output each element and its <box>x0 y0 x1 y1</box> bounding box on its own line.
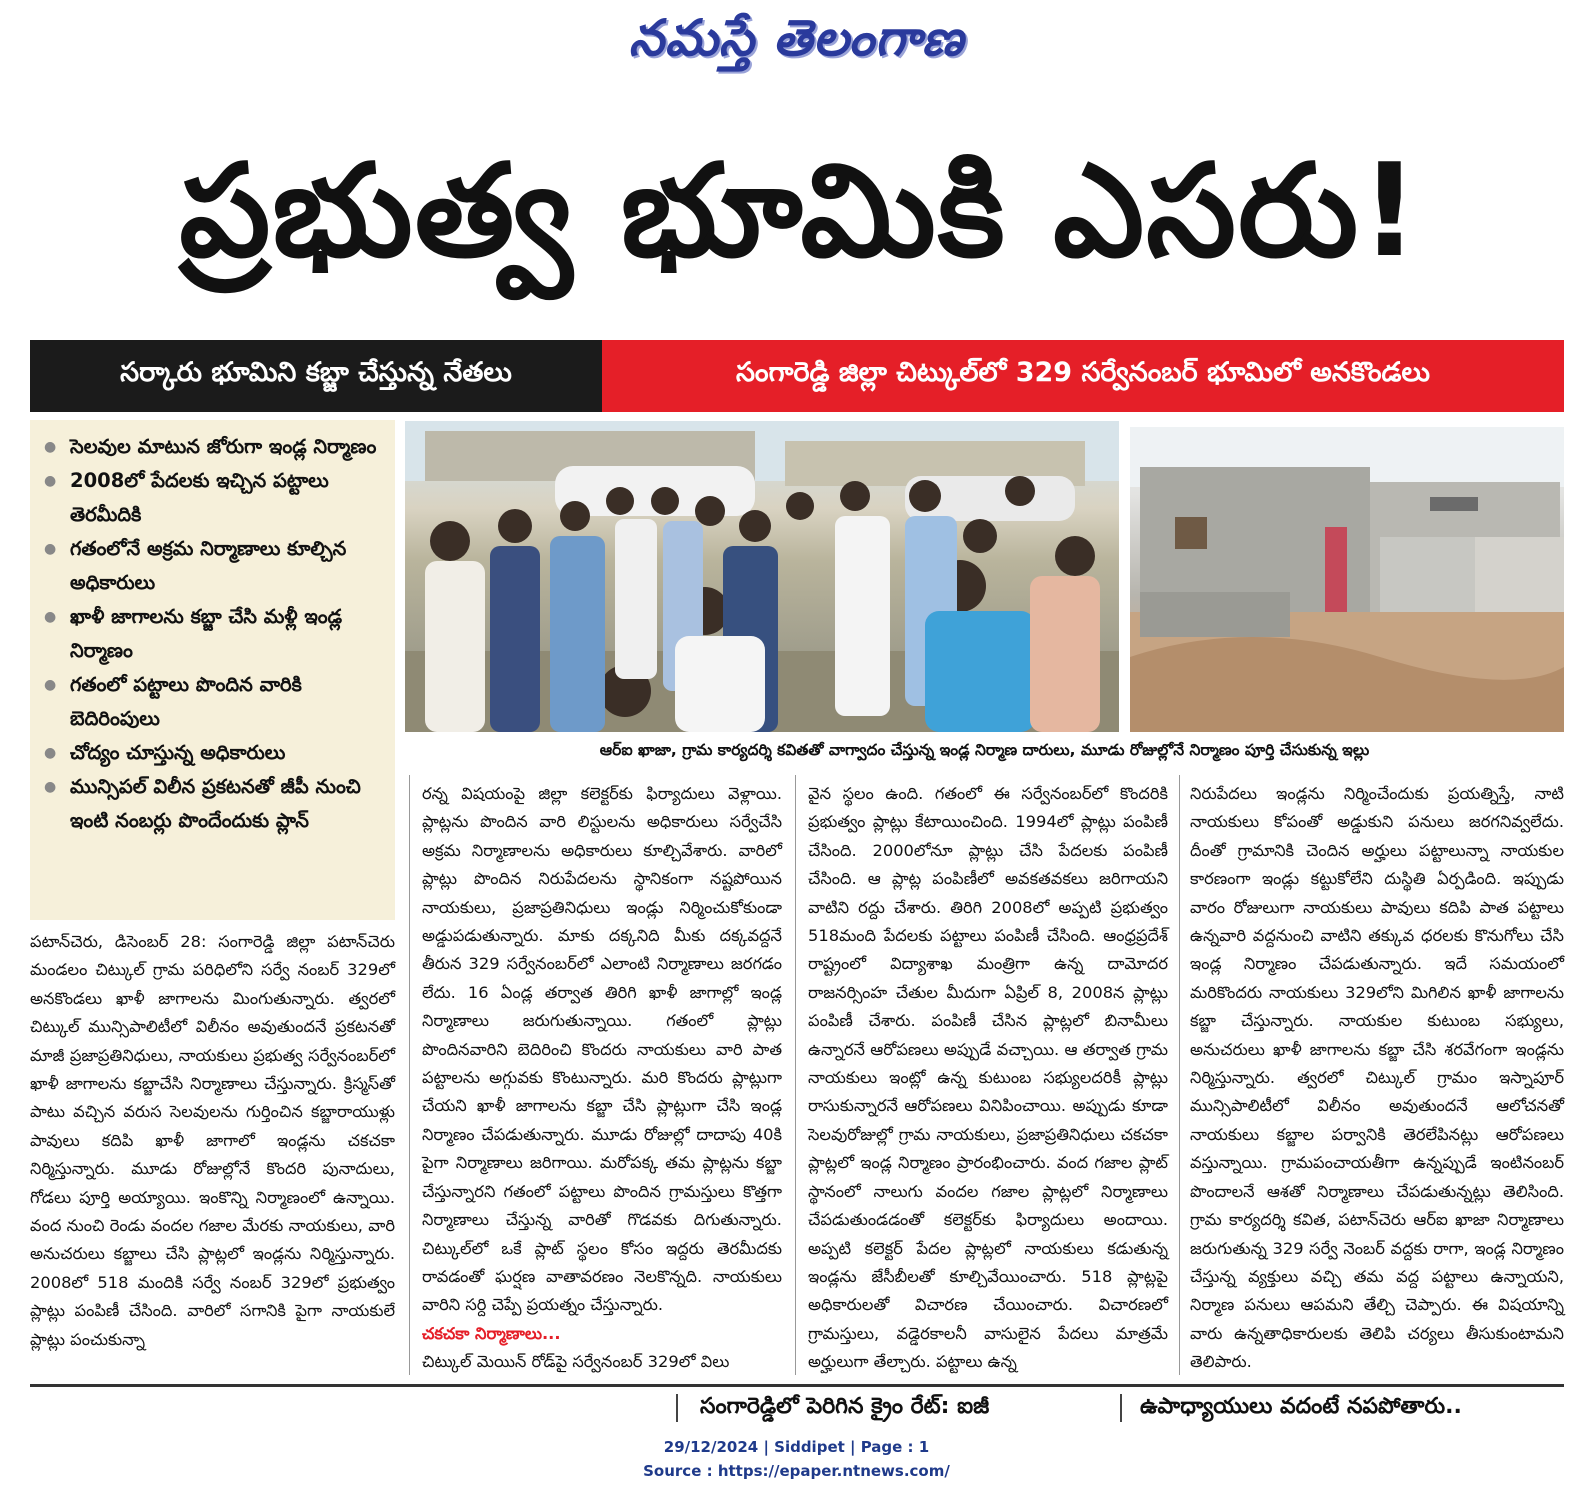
page-footer <box>0 1435 1593 1483</box>
footer-date-edition: 29/12/2024 | Siddipet | Page : 1 <box>663 1438 930 1456</box>
column-divider <box>1179 775 1180 1375</box>
bottom-rule <box>30 1384 1564 1387</box>
article-subhead: చకచకా నిర్మాణాలు... <box>422 1323 561 1343</box>
photo-crowd-illustration <box>405 421 1119 732</box>
highlights-box <box>30 420 395 920</box>
photo-caption: ఆర్ఐ ఖాజా, గ్రామ కార్యదర్శి కవితతో వాగ్వాదం చేస్తున్న ఇండ్ల నిర్మాణ దారులు, మూడు రోజుల్లోనే నిర్మాణం పూర్తి చేసుకున్న ఇల్లు <box>599 741 1370 759</box>
article-column-2-text: రన్న విషయంపై జిల్లా కలెక్టర్‌కు ఫిర్యాదులు వెళ్లాయి. ప్లాట్లను పొందిన వారి లిస్టులను అధికారులు సర్వేచేసి అక్రమ నిర్మాణాలను అధికారులు కూల్చివేశారు. వారిలో ప్లాట్లు పొందిన నిరుపేదలను స్థానికంగా నష్టపోయిన నాయకులు, ప్రజాప్రతినిధులు ఇండ్లు నిర్మించుకోకుండా అడ్డుపడుతున్నారు. మాకు దక్కనిది మీకు దక్కవద్దనే తీరున 329 సర్వేనంబర్‌లో ఎలాంటి నిర్మాణాలు జరగడం లేదు. 16 ఏండ్ల తర్వాత తిరిగి ఖాళీ జాగాల్లో ఇండ్ల నిర్మాణాలు జరుగుతున్నాయి. గతంలో ప్లాట్లు పొందినవారిని బెదిరించి కొందరు నాయకులు వారి పాత పట్టాలను అగ్గువకు కొంటున్నారు. మరి కొందరు ప్లాట్లుగా చేయని ఖాళీ జాగాలను కబ్జా చేసి ప్లాట్లుగా చేసి ఇండ్ల నిర్మాణం చేపడుతున్నారు. మూడు రోజుల్లో దాదాపు 40కి పైగా నిర్మాణాలు జరిగాయి. మరోపక్క తమ ప్లాట్లను కబ్జా చేస్తున్నారని గతంలో పట్టాలు పొందిన గ్రామస్తులు కొత్తగా నిర్మాణాలు చేస్తున్న వారితో గొడవకు దిగుతున్నారు. చిట్కుల్‌లో ఒకే ప్లాట్ స్థలం కోసం ఇద్దరు తెరమీదకు రావడంతో ఘర్షణ వాతావరణం నెలకొన్నది. నాయకులు వారిని సర్ది చెప్పే ప్రయత్నం చేస్తున్నారు. <box>422 784 782 1315</box>
highlight-item: ● మున్సిపల్ విలీన ప్రకటనతో జీపీ నుంచి ఇంటి నంబర్లు పొందేందుకు ప్లాన్ <box>38 770 387 838</box>
article-column-3: వైన స్థలం ఉంది. గతంలో ఈ సర్వేనంబర్‌లో కొందరికి ప్రభుత్వం ప్లాట్లు కేటాయించింది. 1994లో ప్లాట్లు పంపిణీ చేసింది. 2000లోనూ ప్లాట్లు చేసి పేదలకు పంపిణీ చేసింది. ఆ ప్లాట్ల పంపిణీలో అవకతవకలు జరిగాయని వాటిని రద్దు చేశారు. తిరిగి 2008లో అప్పటి ప్రభుత్వం 518మంది పేదలకు పట్టాలు పంపిణీ చేసింది. ఆంధ్రప్రదేశ్ రాష్ట్రంలో విద్యాశాఖ మంత్రిగా ఉన్న దామోదర రాజనర్సింహ చేతుల మీదుగా ఏప్రిల్ 8, 2008న ప్లాట్లు పంపిణీ చేశారు. పంపిణీ చేసిన ప్లాట్లలో బినామీలు ఉన్నారనే ఆరోపణలు అప్పుడే వచ్చాయి. ఆ తర్వాత గ్రామ నాయకులు ఇంట్లో ఉన్న కుటుంబ సభ్యులదరికీ ప్లాట్లు రాసుకున్నారనే ఆరోపణలు వినిపించాయి. అప్పుడు కూడా సెలవురోజుల్లో గ్రామ నాయకులు, ప్రజాప్రతినిధులు చకచకా ప్లాట్లలో ఇండ్ల నిర్మాణం ప్రారంభించారు. వంద గజాల ప్లాట్ స్థానంలో నాలుగు వందల గజాల ప్లాట్లలో నిర్మాణాలు చేపడుతుండడంతో కలెక్టర్‌కు ఫిర్యాదులు అందాయి. అప్పటి కలెక్టర్ పేదల ప్లాట్లలో నాయకులు కడుతున్న ఇండ్లను జేసీబీలతో కూల్చివేయించారు. 518 ప్లాట్లపై అధికారులతో విచారణ చేయించారు. విచారణలో గ్రామస్తులు, వడ్డెరకాలనీ వాసులైన పేదలు మాత్రమే అర్హులుగా తేల్చారు. పట్టాలు ఉన్న <box>808 784 1168 1372</box>
article-column-1: పటాన్‌చెరు, డిసెంబర్ 28: సంగారెడ్డి జిల్లా పటాన్‌చెరు మండలం చిట్కుల్ గ్రామ పరిధిలోని సర్వే నంబర్ 329లో అనకొండలు ఖాళీ జాగాలను మింగుతున్నారు. త్వరలో చిట్కుల్ మున్సిపాలిటీలో విలీనం అవుతుందనే ప్రకటనతో మాజీ ప్రజాప్రతినిధులు, నాయకులు ప్రభుత్వ సర్వేనంబర్‌లో ఖాళీ జాగాలను కబ్జాచేసి నిర్మాణాలు చేస్తున్నారు. క్రిస్మస్‌తో పాటు వచ్చిన వరుస సెలవులను గుర్తించిన కబ్జారాయుళ్లు పావులు కదిపి ఖాళీ జాగాలో ఇండ్లను చకచకా నిర్మిస్తున్నారు. మూడు రోజుల్లోనే కొందరి పునాదులు, గోడలు పూర్తి అయ్యాయి. ఇంకొన్ని నిర్మాణంలో ఉన్నాయి. వంద నుంచి రెండు వందల గజాల మేరకు నాయకులు, వారి అనుచరులు కబ్జాలు చేసి ప్లాట్లలో ఇండ్లను నిర్మిస్తున్నారు. 2008లో 518 మందికి సర్వే నంబర్ 329లో ప్రభుత్వం ప్లాట్లు పంపిణీ చేసింది. వారిలో సగానికి పైగా నాయకులే ప్లాట్లు పంచుకున్నా <box>30 932 395 1349</box>
teaser-strip <box>30 1394 1564 1422</box>
masthead-logo <box>0 8 1593 80</box>
subheadline-right: సంగారెడ్డి జిల్లా చిట్కుల్‌లో 329 సర్వేనంబర్ భూమిలో అనకొండలు <box>602 340 1564 412</box>
highlight-item: ● గతంలో పట్టాలు పొందిన వారికి బెదిరింపులు <box>38 668 387 736</box>
column-divider <box>795 775 796 1375</box>
subheadline-left: సర్కారు భూమిని కబ్జా చేస్తున్న నేతలు <box>30 340 602 412</box>
teaser-right: ఉపాధ్యాయులు వదంటే నపపోతారు.. <box>1140 1394 1462 1419</box>
teaser-middle: సంగారెడ్డిలో పెరిగిన క్రైం రేట్: ఐజీ <box>700 1394 990 1419</box>
headline-text: ప్రభుత్వ భూమికి ఎసరు! <box>179 137 1421 286</box>
highlight-item: ● సెలవుల మాటున జోరుగా ఇండ్ల నిర్మాణం <box>38 430 387 464</box>
highlight-item: ● ఖాళీ జాగాలను కబ్జా చేసి మళ్లీ ఇండ్ల నిర్మాణం <box>38 600 387 668</box>
column-divider <box>409 775 410 1375</box>
photo-house-illustration <box>1130 427 1564 732</box>
highlight-item: ● గతంలోనే అక్రమ నిర్మాణాలు కూల్చిన అధికారులు <box>38 532 387 600</box>
article-column-2 <box>422 780 782 1377</box>
photo-new-house <box>1130 427 1564 732</box>
masthead-name: నమస్తే తెలంగాణ <box>628 8 965 67</box>
page-headline <box>20 112 1580 322</box>
highlight-item: ● 2008లో పేదలకు ఇచ్చిన పట్టాలు తెరమీదికి <box>38 464 387 532</box>
footer-source[interactable]: Source : https://epaper.ntnews.com/ <box>643 1462 950 1480</box>
teaser-divider <box>1120 1394 1122 1422</box>
teaser-divider <box>676 1394 678 1422</box>
photo-crowd-argument <box>405 421 1119 732</box>
article-column-2-tail: చిట్కుల్ మెయిన్ రోడ్‌పై సర్వేనంబర్ 329లో విలు <box>422 1352 730 1372</box>
highlight-item: ● చోద్యం చూస్తున్న అధికారులు <box>38 736 387 770</box>
article-column-4: నిరుపేదలు ఇండ్లను నిర్మించేందుకు ప్రయత్నిస్తే, నాటి నాయకులు కోపంతో అడ్డుకుని పనులు జరగనివ్వలేదు. దీంతో గ్రామానికి చెందిన అర్హులు పట్టాలున్నా నాయకుల కారణంగా ఇండ్లు కట్టుకోలేని దుస్థితి ఏర్పడింది. ఇప్పుడు వారం రోజులుగా నాయకులు పావులు కదిపి పాత పట్టాలు ఉన్నవారి వద్దనుంచి వాటిని తక్కువ ధరలకు కొనుగోలు చేసి ఇండ్ల నిర్మాణం చేపడుతున్నారు. ఇదే సమయంలో మరికొందరు నాయకులు 329లోని మిగిలిన ఖాళీ జాగాలను కబ్జా చేస్తున్నారు. నాయకుల కుటుంబ సభ్యులు, అనుచరులు ఖాళీ జాగాలను కబ్జా చేసి శరవేగంగా ఇండ్లను నిర్మిస్తున్నారు. త్వరలో చిట్కుల్ గ్రామం ఇస్నాపూర్ మున్సిపాలిటీలో విలీనం అవుతుందనే ఆలోచనతో నాయకులు కబ్జాల పర్వానికి తెరలేపినట్లు ఆరోపణలు వస్తున్నాయి. గ్రామపంచాయతీగా ఉన్నప్పుడే ఇంటినంబర్ పొందాలనే ఆశతో నిర్మాణాలు చేపడుతున్నట్లు తెలిసింది. గ్రామ కార్యదర్శి కవిత, పటాన్‌చెరు ఆర్ఐ ఖాజా నిర్మాణాలు జరుగుతున్న 329 సర్వే నెంబర్ వద్దకు రాగా, ఇండ్ల నిర్మాణం చేస్తున్న వ్యక్తులు వచ్చి తమ వద్ద పట్టాలు ఉన్నాయని, నిర్మాణ పనులు ఆపమని తేల్చి చెప్పారు. ఈ విషయాన్ని వారు ఉన్నతాధికారులకు తెలిపి చర్యలు తీసుకుంటామని తెలిపారు. <box>1190 784 1564 1372</box>
